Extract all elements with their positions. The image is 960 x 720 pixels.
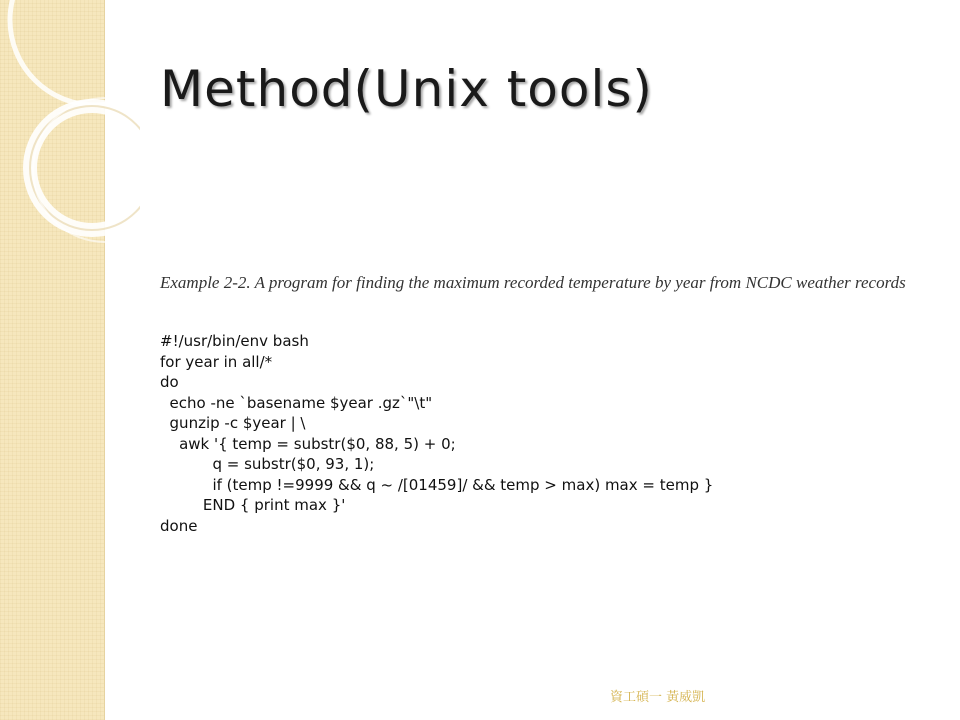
code-line: END { print max }' — [160, 496, 346, 514]
code-line: echo -ne `basename $year .gz`"\t" — [160, 393, 433, 412]
code-block — [160, 331, 713, 536]
example-caption: Example 2-2. A program for finding the maximum recorded temperature by year from NCDC weather records — [160, 273, 906, 292]
decorative-circles — [0, 0, 140, 260]
code-line: for year in all/* — [160, 352, 273, 371]
slide-title: Method(Unix tools) — [160, 60, 653, 118]
code-line: q = substr($0, 93, 1); — [160, 455, 375, 473]
code-line: awk '{ temp = substr($0, 88, 5) + 0; — [160, 434, 456, 453]
code-line: gunzip -c $year | \ — [160, 414, 306, 432]
code-line: done — [160, 516, 198, 535]
code-line: if (temp !=9999 && q ~ /[01459]/ && temp > max) max = temp } — [160, 475, 714, 494]
footer-author: 資工碩一 黃威凱 — [610, 690, 706, 705]
code-line: do — [160, 373, 179, 391]
code-line: #!/usr/bin/env bash — [160, 332, 309, 350]
